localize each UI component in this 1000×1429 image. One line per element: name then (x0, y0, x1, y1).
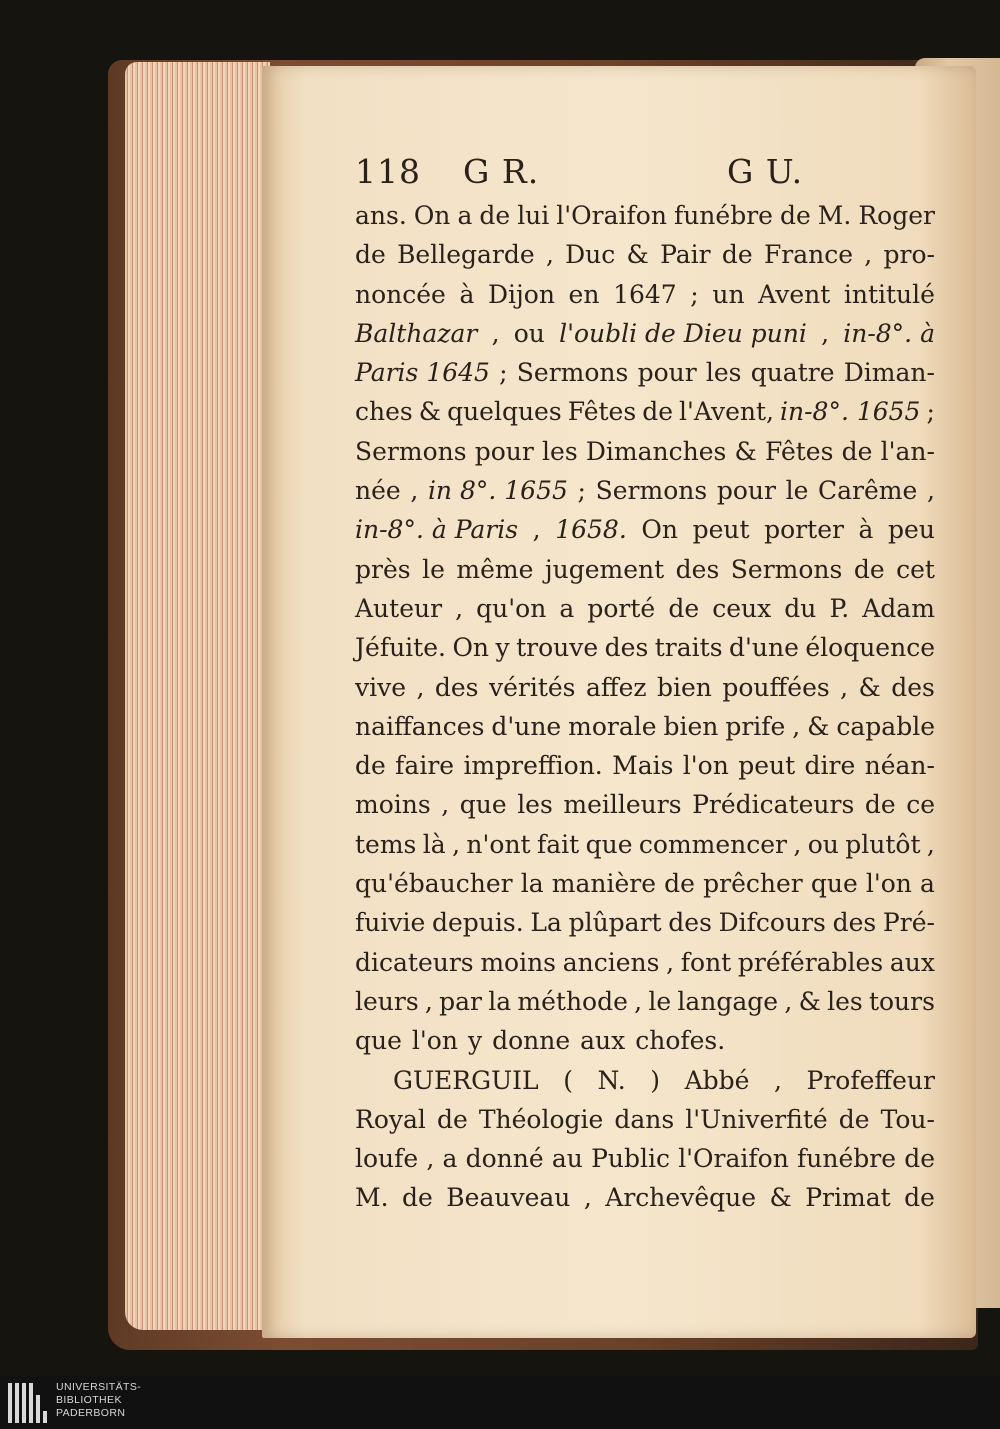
text-line (355, 235, 935, 274)
word: à (459, 279, 475, 309)
word: de (721, 240, 753, 270)
word: a (559, 593, 575, 623)
running-head-left: G R. (463, 152, 540, 191)
word: Difcours (718, 908, 826, 938)
word: Sermons (730, 554, 843, 584)
word: la (488, 986, 512, 1016)
text-line (355, 982, 935, 1021)
word: , (634, 986, 643, 1016)
word: & (626, 240, 649, 270)
word: ( (563, 1065, 573, 1095)
text-line (355, 275, 935, 314)
word: tems (355, 829, 417, 859)
word: néan- (864, 751, 935, 781)
word: l'on (682, 751, 729, 781)
word: en (568, 279, 600, 309)
word: Royal (355, 1104, 426, 1134)
library-logo-text: UNIVERSITÄTS- BIBLIOTHEK PADERBORN (56, 1381, 142, 1419)
word: faire (395, 751, 455, 781)
word: dire (804, 751, 856, 781)
word: Beauveau (446, 1183, 571, 1213)
word: l'on (411, 1026, 458, 1056)
word: , (821, 318, 830, 348)
word: leurs (355, 986, 419, 1016)
word: , (424, 986, 433, 1016)
word: prife (725, 711, 786, 741)
word: Fêtes (764, 436, 834, 466)
word: , (793, 829, 802, 859)
word: M. (355, 1183, 389, 1213)
word: préférables (737, 947, 884, 977)
word: l'Oraifon (556, 201, 667, 230)
word: les (827, 986, 863, 1016)
word: de (355, 240, 386, 270)
word: , (792, 711, 801, 741)
word: fait (537, 829, 580, 859)
word: N. (597, 1065, 626, 1095)
word: meilleurs (563, 790, 682, 820)
word: & (734, 436, 757, 466)
word: éloquence (805, 633, 935, 663)
word: que (459, 790, 507, 820)
word: ; (926, 397, 935, 427)
word: a (920, 869, 935, 899)
word: des (675, 554, 720, 584)
text-line (355, 903, 935, 942)
word: P. (829, 593, 850, 623)
word: lui (517, 201, 550, 230)
word: par (439, 986, 482, 1016)
word: capable (836, 711, 935, 741)
word: d'une (491, 711, 562, 741)
word: de (355, 751, 386, 781)
word: naiffances (355, 711, 485, 741)
word: noncée (355, 279, 446, 309)
word: in-8°. à Paris (355, 515, 519, 545)
library-logo-icon (8, 1383, 48, 1423)
word: Théologie (478, 1104, 604, 1134)
word: tours (868, 986, 935, 1016)
word: moins (480, 947, 557, 977)
word: y (495, 633, 510, 663)
word: & (798, 986, 821, 1016)
word: Roger (858, 201, 935, 230)
word: à (858, 515, 874, 545)
word: , (455, 593, 464, 623)
word: Fêtes (567, 397, 637, 427)
word: Duc (565, 240, 616, 270)
word: des (604, 633, 649, 663)
word: Tou- (880, 1104, 935, 1134)
word: Pair (660, 240, 711, 270)
word: , (532, 515, 541, 545)
word: , (774, 1065, 782, 1095)
word: ceux (712, 593, 772, 623)
word: de (904, 1144, 935, 1174)
word: , (452, 829, 461, 859)
word: que (585, 829, 633, 859)
word: les (705, 358, 742, 388)
word: l'Univerfité (685, 1104, 828, 1134)
word: du (784, 593, 817, 623)
word: Paris 1645 (355, 358, 490, 388)
word: & (769, 1183, 792, 1213)
word: ; (690, 279, 699, 309)
word: ) (650, 1065, 661, 1095)
word: le (785, 476, 809, 506)
word: On (452, 633, 490, 663)
word: GUERGUIL (393, 1065, 539, 1095)
word: de (853, 554, 885, 584)
word: des (891, 672, 935, 702)
word: Primat (805, 1183, 891, 1213)
word: que (355, 1026, 402, 1056)
word: que (810, 869, 858, 899)
word: 1647 (613, 279, 677, 309)
text-line (355, 471, 935, 510)
word: Dimanches (585, 436, 727, 466)
text-line (355, 550, 935, 589)
body-text (355, 196, 935, 1218)
word: pro- (883, 240, 935, 270)
text-line (355, 589, 935, 628)
word: les (517, 790, 553, 820)
word: prêcher (703, 869, 803, 899)
word: qu'on (476, 593, 547, 623)
text-line (355, 668, 935, 707)
word: Prédicateurs (692, 790, 855, 820)
word: Sermons (516, 358, 629, 388)
word: aux (889, 947, 935, 977)
word: a (457, 201, 473, 230)
word: peut (738, 751, 796, 781)
word: peut (692, 515, 750, 545)
word: plûpart (568, 908, 662, 938)
word: On (413, 201, 451, 230)
word: y (467, 1026, 483, 1056)
word: donne (492, 1026, 571, 1056)
word: Abbé (684, 1065, 750, 1095)
word: traits (654, 633, 723, 663)
text-line (355, 392, 935, 431)
word: , (583, 1183, 592, 1213)
word: Bellegarde (397, 240, 535, 270)
word: jugement (544, 554, 665, 584)
word: qu'ébaucher (355, 869, 513, 899)
word: donné (465, 1144, 544, 1174)
word: Public (591, 1144, 670, 1174)
word: langage (677, 986, 779, 1016)
word: dans (614, 1104, 675, 1134)
word: Jéfuite. (355, 633, 446, 663)
word: de (642, 397, 674, 427)
word: bien (663, 711, 719, 741)
word: quelques (447, 397, 562, 427)
word: in 8°. 1655 (427, 476, 568, 506)
word: ans. (355, 201, 407, 230)
word: l'Avent, (679, 397, 774, 427)
word: de (838, 1104, 870, 1134)
word: de (841, 436, 873, 466)
word: des (832, 908, 877, 938)
word: là (422, 829, 446, 859)
word: , (666, 947, 675, 977)
word: , (491, 318, 500, 348)
word: près (355, 554, 411, 584)
text-line (355, 785, 935, 824)
word: de (436, 1104, 468, 1134)
word: ches (355, 397, 413, 427)
word: , (416, 672, 425, 702)
page-edges (125, 62, 270, 1330)
word: morale (568, 711, 657, 741)
word: plutôt (845, 829, 921, 859)
text-line (355, 825, 935, 864)
text-line (355, 943, 935, 982)
word: in-8°. à (843, 318, 935, 348)
word: intitulé (843, 279, 935, 309)
word: de (664, 869, 695, 899)
word: La (530, 908, 562, 938)
word: trouve (516, 633, 599, 663)
text-line (355, 628, 935, 667)
word: les (542, 436, 578, 466)
word: Adam (862, 593, 935, 623)
word: ou (807, 829, 839, 859)
word: moins (355, 790, 431, 820)
text-line (355, 1139, 935, 1178)
word: dicateurs (355, 947, 474, 977)
word: & (807, 711, 830, 741)
word: commencer (638, 829, 787, 859)
word: a (442, 1144, 458, 1174)
word: , (926, 476, 935, 506)
word: Pré- (882, 908, 935, 938)
word: Mais (612, 751, 674, 781)
word: & (418, 397, 442, 427)
word: Diman- (843, 358, 935, 388)
word: peu (888, 515, 935, 545)
word: l'Oraifon (678, 1144, 789, 1174)
word: ce (906, 790, 935, 820)
text-line (355, 510, 935, 549)
word: vérités (488, 672, 576, 702)
word: l'an- (880, 436, 935, 466)
word: la (520, 869, 544, 899)
text-line (355, 196, 935, 235)
word: font (680, 947, 732, 977)
word: Dijon (487, 279, 555, 309)
word: Balthazar (355, 318, 478, 348)
word: le (422, 554, 445, 584)
word: , (410, 476, 419, 506)
word: porter (764, 515, 844, 545)
word: , (441, 790, 450, 820)
word: n'ont (466, 829, 531, 859)
word: ou (513, 318, 545, 348)
word: pour (474, 436, 534, 466)
word: quatre (750, 358, 835, 388)
word: porté (587, 593, 656, 623)
word: l'on (865, 869, 912, 899)
word: le (648, 986, 672, 1016)
text-line (355, 1178, 935, 1217)
word: , (926, 829, 935, 859)
word: des (434, 672, 479, 702)
word: née (355, 476, 401, 506)
word: bien (657, 672, 712, 702)
word: chofes. (635, 1026, 726, 1056)
running-head-right: G U. (727, 152, 804, 191)
text-line (355, 707, 935, 746)
word: On (641, 515, 678, 545)
text-line (355, 1061, 935, 1100)
word: même (456, 554, 534, 584)
word: pouffées (722, 672, 830, 702)
word: cet (896, 554, 935, 584)
word: pour (716, 476, 776, 506)
word: Auteur (355, 593, 443, 623)
word: 1658. (555, 515, 627, 545)
word: , (426, 1144, 435, 1174)
word: l'oubli de Dieu puni (559, 318, 807, 348)
word: impreffion. (463, 751, 603, 781)
word: Archevêque (605, 1183, 757, 1213)
word: d'une (729, 633, 799, 663)
word: & (858, 672, 881, 702)
page-number: 118 (355, 152, 421, 191)
word: , (784, 986, 793, 1016)
word: depuis. (431, 908, 524, 938)
text-line (355, 353, 935, 392)
text-line (355, 432, 935, 471)
word: Sermons (595, 476, 708, 506)
word: méthode (517, 986, 628, 1016)
word: Avent (758, 279, 831, 309)
word: anciens (562, 947, 660, 977)
text-line (355, 1100, 935, 1139)
word: de (864, 790, 896, 820)
word: de (402, 1183, 433, 1213)
word: ; (499, 358, 508, 388)
word: loufe (355, 1144, 419, 1174)
word: de (479, 201, 511, 230)
word: in-8°. 1655 (780, 397, 921, 427)
word: manière (551, 869, 657, 899)
text-line (355, 1021, 935, 1060)
word: , (545, 240, 554, 270)
word: , (864, 240, 873, 270)
word: France (763, 240, 854, 270)
word: affez (585, 672, 647, 702)
running-head (355, 152, 815, 200)
text-line (355, 314, 935, 353)
word: de (779, 201, 811, 230)
word: Sermons (355, 436, 467, 466)
text-line (355, 746, 935, 785)
word: Carême (818, 476, 918, 506)
word: au (551, 1144, 583, 1174)
word: funébre (673, 201, 773, 230)
word: un (712, 279, 745, 309)
word: de (668, 593, 700, 623)
word: funébre (797, 1144, 896, 1174)
word: Profeffeur (806, 1065, 935, 1095)
word: pour (637, 358, 697, 388)
word: M. (817, 201, 852, 230)
word: vive (355, 672, 407, 702)
word: de (904, 1183, 935, 1213)
word: aux (580, 1026, 626, 1056)
word: , (840, 672, 849, 702)
word: fuivie (355, 908, 426, 938)
word: ; (577, 476, 586, 506)
text-line (355, 864, 935, 903)
word: des (668, 908, 712, 938)
